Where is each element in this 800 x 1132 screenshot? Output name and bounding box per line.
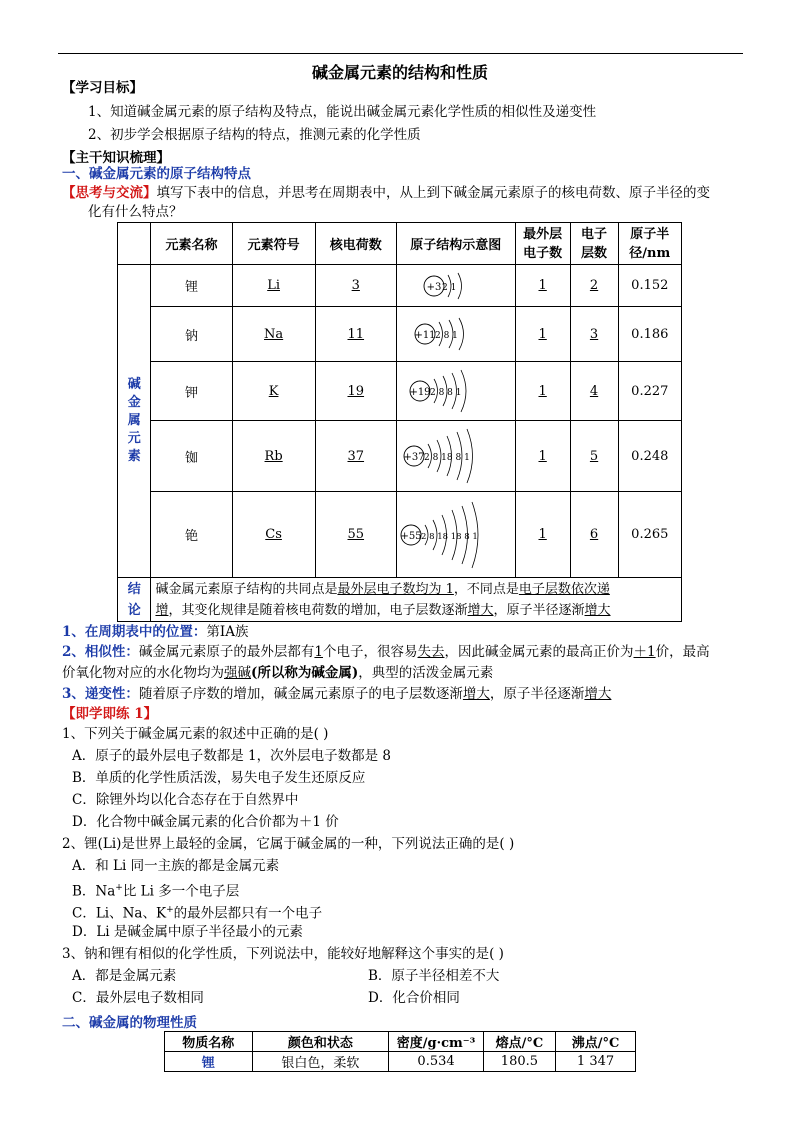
cell-charge: 37 [315,421,396,492]
cell-outer: 1 [515,265,570,307]
conclusion-label: 结 论 [118,578,151,622]
header-radius: 原子半 径/nm [618,223,681,265]
atom-diagram-rb [401,426,511,486]
goal-1: 1、知道碱金属元素的原子结构及特点，能说出碱金属元素化学性质的相似性及递变性 [88,104,597,120]
table-row [118,492,682,578]
header-substance: 物质名称 [165,1032,253,1052]
point-1: 1、在周期表中的位置：第ⅠA族 [62,624,249,640]
q3-stem: 3、钠和锂有相似的化学性质，下列说法中，能较好地解释这个事实的是( ) [62,946,504,962]
cell-layers: 3 [570,307,618,362]
cell-radius: 0.248 [618,421,681,492]
cell-layers: 5 [570,421,618,492]
table-row [118,421,682,492]
cell-radius: 0.186 [618,307,681,362]
cell-symbol: K [232,362,315,421]
header-diagram: 原子结构示意图 [396,223,515,265]
cell-radius: 0.152 [618,265,681,307]
cell-layers: 2 [570,265,618,307]
q1-option-d: D．化合物中碱金属元素的化合价都为＋1 价 [72,814,339,830]
q2-option-b: B．Na+比 Li 多一个电子层 [72,883,240,900]
point-3: 3、递变性：随着原子序数的增加，碱金属元素原子的电子层数逐渐增大，原子半径逐渐增大 [62,686,612,702]
cell-outer: 1 [515,307,570,362]
cell-layers: 6 [570,492,618,578]
atom-diagram-k [406,367,506,415]
cell-density: 0.534 [389,1052,483,1072]
cell-name: 铯 [151,492,232,578]
cell-name: 铷 [151,421,232,492]
svg-text:2 8 18 8 1: 2 8 18 8 1 [423,453,470,463]
svg-text:2 1: 2 1 [441,282,457,293]
goals-header: 【学习目标】 [62,80,143,96]
cell-radius: 0.227 [618,362,681,421]
practice-header: 【即学即练 1】 [62,706,158,722]
svg-text:2 8 8 1: 2 8 8 1 [429,388,462,398]
point-2-line-2: 价氧化物对应的水化物均为强碱(所以称为碱金属)，典型的活泼金属元素 [62,665,494,681]
think-paragraph [62,183,710,203]
table-row [118,307,682,362]
atom-diagram-na [411,314,501,354]
header-shell-count: 电子 层数 [570,223,618,265]
header-outer-electrons: 最外层 电子数 [515,223,570,265]
q1-option-c: C．除锂外均以化合态存在于自然界中 [72,792,299,808]
conclusion-text: 碱金属元素原子结构的共同点是最外层电子数均为 1，不同点是电子层数依次递 增，其变化规律是随着核电荷数的增加，电子层数逐渐增大，原子半径逐渐增大 [151,578,682,622]
svg-text:2 8 1: 2 8 1 [434,331,458,341]
q3-option-d: D．化合价相同 [368,990,460,1006]
cell-symbol: Rb [232,421,315,492]
q2-option-a: A．和 Li 同一主族的都是金属元素 [72,858,280,874]
side-label-alkali-metals: 碱 金 属 元 素 [118,265,151,578]
cell-name: 锂 [151,265,232,307]
cell-radius: 0.265 [618,492,681,578]
svg-text:+11: +11 [414,330,436,341]
header-symbol: 元素符号 [232,223,315,265]
cell-diagram [396,421,515,492]
cell-diagram [396,265,515,307]
q2-stem: 2、锂(Li)是世界上最轻的金属，它属于碱金属的一种，下列说法正确的是( ) [62,836,515,852]
cell-substance: 锂 [165,1052,253,1072]
header-boiling: 沸点/°C [556,1032,636,1052]
cell-outer: 1 [515,421,570,492]
cell-symbol: Li [232,265,315,307]
svg-text:+19: +19 [409,387,431,398]
cell-symbol: Cs [232,492,315,578]
corner-cell [118,223,151,265]
q1-option-a: A．原子的最外层电子数都是 1，次外层电子数都是 8 [72,748,392,764]
main-header: 【主干知识梳理】 [62,150,170,166]
think-label: 【思考与交流】 [62,185,157,201]
q3-option-a: A．都是金属元素 [72,968,177,984]
table-row [165,1052,636,1072]
header-name: 元素名称 [151,223,232,265]
cell-boiling: 1 347 [556,1052,636,1072]
section-1-heading: 一、碱金属元素的原子结构特点 [62,166,251,182]
q2-option-d: D．Li 是碱金属中原子半径最小的元素 [72,924,303,940]
conclusion-row [118,578,682,622]
header-rule [58,53,743,54]
header-state: 颜色和状态 [252,1032,389,1052]
q2-option-c: C．Li、Na、K+的最外层都只有一个电子 [72,905,323,922]
cell-diagram [396,307,515,362]
think-text: 填写下表中的信息，并思考在周期表中，从上到下碱金属元素原子的核电荷数、原子半径的变 [156,185,710,201]
cell-outer: 1 [515,492,570,578]
cell-charge: 11 [315,307,396,362]
cell-melting: 180.5 [483,1052,555,1072]
table-header-row [118,223,682,265]
cell-state: 银白色，柔软 [252,1052,389,1072]
header-charge: 核电荷数 [315,223,396,265]
svg-text:2 8 18 18 8 1: 2 8 18 18 8 1 [420,531,478,542]
cell-diagram [396,492,515,578]
header-melting: 熔点/°C [483,1032,555,1052]
q1-stem: 1、下列关于碱金属元素的叙述中正确的是( ) [62,726,329,742]
cell-name: 钾 [151,362,232,421]
physical-properties-table [164,1031,636,1072]
page-title: 碱金属元素的结构和性质 [311,63,488,82]
q3-option-b: B．原子半径相差不大 [368,968,500,984]
atom-diagram-cs [399,499,513,571]
point-2-line-1: 2、相似性：碱金属元素原子的最外层都有1个电子，很容易失去，因此碱金属元素的最高正价为＋1价，最高 [62,644,710,660]
table-row [118,265,682,307]
q3-option-c: C．最外层电子数相同 [72,990,204,1006]
think-text-2: 化有什么特点？ [88,204,183,220]
cell-symbol: Na [232,307,315,362]
section-2-heading: 二、碱金属的物理性质 [62,1015,197,1031]
cell-charge: 3 [315,265,396,307]
goal-2: 2、初步学会根据原子结构的特点，推测元素的化学性质 [88,127,421,143]
atomic-structure-table [117,222,682,622]
cell-outer: 1 [515,362,570,421]
cell-charge: 19 [315,362,396,421]
svg-text:+3: +3 [426,281,442,293]
svg-text:+37: +37 [403,452,425,463]
cell-layers: 4 [570,362,618,421]
svg-text:+55: +55 [400,530,422,542]
atom-diagram-li [416,269,496,303]
header-density: 密度/g·cm⁻³ [389,1032,483,1052]
table-row [118,362,682,421]
cell-charge: 55 [315,492,396,578]
cell-name: 钠 [151,307,232,362]
table-header-row [165,1032,636,1052]
cell-diagram [396,362,515,421]
q1-option-b: B．单质的化学性质活泼，易失电子发生还原反应 [72,770,366,786]
